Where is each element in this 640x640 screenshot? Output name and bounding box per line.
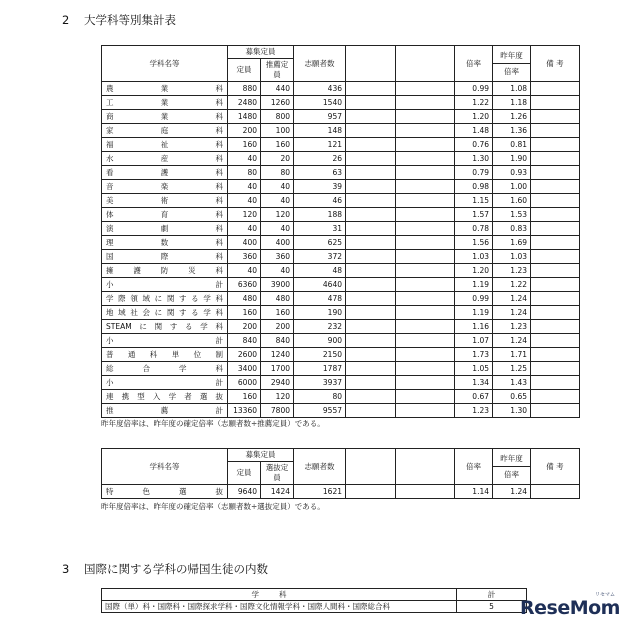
row-suisen: 440	[261, 82, 294, 96]
row-blank-1	[346, 96, 396, 110]
row-blank-1	[346, 152, 396, 166]
row-last-year: 1.24	[493, 334, 531, 348]
row-ratio: 1.23	[455, 404, 493, 418]
table-row	[102, 96, 580, 110]
row-last-year: 1.69	[493, 236, 531, 250]
section-3-title	[62, 561, 268, 577]
row-applicants: 3937	[294, 376, 346, 390]
row-suisen: 40	[261, 180, 294, 194]
row-last-year: 0.65	[493, 390, 531, 404]
row-ratio: 0.99	[455, 82, 493, 96]
row-teiin: 200	[228, 320, 261, 334]
row-applicants: 2150	[294, 348, 346, 362]
row-name: 理数科	[102, 236, 228, 250]
row-blank-2	[396, 96, 455, 110]
header-subject: 学科	[102, 589, 457, 601]
row-applicants: 190	[294, 306, 346, 320]
row-applicants: 148	[294, 124, 346, 138]
row-remarks	[531, 320, 580, 334]
row-blank-2	[396, 278, 455, 292]
row-remarks	[531, 194, 580, 208]
logo-subtext: リセマム	[595, 592, 615, 598]
row-name: 小計	[102, 376, 228, 390]
row-blank-1	[346, 320, 396, 334]
table1-note: 昨年度倍率は、昨年度の確定倍率（志願者数÷推薦定員）である。	[101, 419, 325, 428]
row-name: 学際領域に関する学科	[102, 292, 228, 306]
row-applicants: 372	[294, 250, 346, 264]
row-remarks	[531, 180, 580, 194]
row-blank-2	[396, 390, 455, 404]
subject-list: 国際（単）科・国際科・国際探求学科・国際文化情報学科・国際人間科・国際総合科	[102, 601, 457, 613]
row-teiin: 1480	[228, 110, 261, 124]
row-last-year: 1.03	[493, 250, 531, 264]
row-last-year: 0.93	[493, 166, 531, 180]
row-blank-2	[396, 404, 455, 418]
row-applicants: 625	[294, 236, 346, 250]
row-remarks	[531, 124, 580, 138]
table-row	[102, 166, 580, 180]
row-name: 連携型入学者選抜	[102, 390, 228, 404]
row-remarks	[531, 348, 580, 362]
row-teiin: 6000	[228, 376, 261, 390]
row-name: 看護科	[102, 166, 228, 180]
header2-capacity-group: 募集定員	[228, 449, 294, 462]
row-blank-1	[346, 264, 396, 278]
row-blank-2	[396, 485, 455, 499]
row-ratio: 1.19	[455, 306, 493, 320]
row-blank-1	[346, 222, 396, 236]
row-ratio: 1.30	[455, 152, 493, 166]
row-suisen: 1700	[261, 362, 294, 376]
row-suisen: 2940	[261, 376, 294, 390]
row-name: 音楽科	[102, 180, 228, 194]
row-applicants: 31	[294, 222, 346, 236]
table-row	[102, 306, 580, 320]
row-applicants: 478	[294, 292, 346, 306]
row-applicants: 9557	[294, 404, 346, 418]
row-blank-1	[346, 348, 396, 362]
row-remarks	[531, 222, 580, 236]
header-ratio: 倍率	[455, 46, 493, 82]
row-remarks	[531, 82, 580, 96]
row-applicants: 46	[294, 194, 346, 208]
row-blank-1	[346, 376, 396, 390]
row-applicants: 63	[294, 166, 346, 180]
table-row	[102, 82, 580, 96]
row-blank-1	[346, 485, 396, 499]
header-total: 計	[457, 589, 527, 601]
row-teiin: 2480	[228, 96, 261, 110]
row-name: 普通科単位制	[102, 348, 228, 362]
row-blank-2	[396, 124, 455, 138]
row-blank-1	[346, 138, 396, 152]
row-blank-1	[346, 306, 396, 320]
table-row	[102, 236, 580, 250]
header-blank-2	[396, 46, 455, 82]
section-2-title	[62, 12, 176, 28]
row-suisen: 120	[261, 208, 294, 222]
row-name: 美術科	[102, 194, 228, 208]
header2-last-year-bottom: 倍率	[493, 466, 530, 480]
row-teiin: 160	[228, 390, 261, 404]
table2-note: 昨年度倍率は、昨年度の確定倍率（志願者数÷選抜定員）である。	[101, 502, 325, 511]
row-teiin: 40	[228, 180, 261, 194]
row-last-year: 1.23	[493, 264, 531, 278]
header-remarks: 備 考	[531, 46, 580, 82]
row-ratio: 1.20	[455, 110, 493, 124]
section-2-heading: 大学科等別集計表	[84, 13, 176, 27]
header2-senbatsu-teiin: 選抜定員	[261, 462, 294, 485]
table-row	[102, 264, 580, 278]
header-teiin: 定員	[228, 59, 261, 82]
row-last-year: 1.24	[493, 485, 531, 499]
row-name: 家庭科	[102, 124, 228, 138]
row-teiin: 40	[228, 222, 261, 236]
row-blank-2	[396, 306, 455, 320]
table-row	[102, 250, 580, 264]
row-suisen: 200	[261, 320, 294, 334]
row-blank-2	[396, 194, 455, 208]
row-ratio: 1.03	[455, 250, 493, 264]
row-teiin: 360	[228, 250, 261, 264]
row-suisen: 80	[261, 166, 294, 180]
row-name: 総合学科	[102, 362, 228, 376]
row-blank-2	[396, 236, 455, 250]
row-last-year: 1.22	[493, 278, 531, 292]
row-blank-1	[346, 390, 396, 404]
row-remarks	[531, 390, 580, 404]
header2-last-year-top: 昨年度	[500, 454, 523, 463]
row-suisen: 480	[261, 292, 294, 306]
row-suisen: 20	[261, 152, 294, 166]
row-remarks	[531, 376, 580, 390]
row-last-year: 1.90	[493, 152, 531, 166]
row-remarks	[531, 110, 580, 124]
row-applicants: 1787	[294, 362, 346, 376]
row-remarks	[531, 138, 580, 152]
total-row	[102, 404, 580, 418]
table-row	[102, 222, 580, 236]
row-ratio: 1.15	[455, 194, 493, 208]
row-blank-2	[396, 334, 455, 348]
table-row	[102, 124, 580, 138]
row-teiin: 40	[228, 194, 261, 208]
table-department-summary	[101, 45, 580, 418]
row-ratio: 1.19	[455, 278, 493, 292]
row-name: 小計	[102, 278, 228, 292]
row-remarks	[531, 404, 580, 418]
row-blank-2	[396, 138, 455, 152]
row-last-year: 1.53	[493, 208, 531, 222]
row-teiin: 400	[228, 236, 261, 250]
section-3-heading: 国際に関する学科の帰国生徒の内数	[84, 562, 268, 576]
table-row	[102, 208, 580, 222]
row-ratio: 0.99	[455, 292, 493, 306]
header2-ratio: 倍率	[455, 449, 493, 485]
row-name: 水産科	[102, 152, 228, 166]
row-suisen: 120	[261, 390, 294, 404]
row-remarks	[531, 292, 580, 306]
table-row	[102, 138, 580, 152]
section-2-number: 2	[62, 13, 70, 27]
row-ratio: 1.56	[455, 236, 493, 250]
row-senbatsu: 1424	[261, 485, 294, 499]
row-applicants: 900	[294, 334, 346, 348]
row-blank-2	[396, 166, 455, 180]
header-suisen-teiin: 推薦定員	[261, 59, 294, 82]
row-suisen: 1240	[261, 348, 294, 362]
row-last-year: 1.60	[493, 194, 531, 208]
row-teiin: 9640	[228, 485, 261, 499]
row-applicants: 80	[294, 390, 346, 404]
row-last-year: 1.36	[493, 124, 531, 138]
table-row	[102, 348, 580, 362]
subtotal-row	[102, 278, 580, 292]
row-remarks	[531, 166, 580, 180]
table-row	[102, 362, 580, 376]
row-blank-1	[346, 250, 396, 264]
row-blank-2	[396, 152, 455, 166]
row-remarks	[531, 236, 580, 250]
row-blank-2	[396, 110, 455, 124]
row-ratio: 1.73	[455, 348, 493, 362]
row-applicants: 188	[294, 208, 346, 222]
row-name: STEAMに関する学科	[102, 320, 228, 334]
row-remarks	[531, 250, 580, 264]
row-blank-2	[396, 362, 455, 376]
row-name: 国際科	[102, 250, 228, 264]
row-teiin: 3400	[228, 362, 261, 376]
row-blank-1	[346, 166, 396, 180]
row-name: 工業科	[102, 96, 228, 110]
header-applicants: 志願者数	[294, 46, 346, 82]
row-ratio: 0.98	[455, 180, 493, 194]
row-applicants: 1540	[294, 96, 346, 110]
row-suisen: 1260	[261, 96, 294, 110]
row-suisen: 840	[261, 334, 294, 348]
row-teiin: 160	[228, 138, 261, 152]
row-suisen: 100	[261, 124, 294, 138]
table-returnee-students	[101, 588, 527, 613]
subject-total: 5	[457, 601, 527, 613]
row-teiin: 2600	[228, 348, 261, 362]
row-teiin: 6360	[228, 278, 261, 292]
row-ratio: 0.78	[455, 222, 493, 236]
table-special-selection	[101, 448, 580, 499]
row-last-year: 1.26	[493, 110, 531, 124]
row-name: 商業科	[102, 110, 228, 124]
row-applicants: 39	[294, 180, 346, 194]
row-blank-1	[346, 208, 396, 222]
table-row	[102, 110, 580, 124]
row-ratio: 1.48	[455, 124, 493, 138]
row-suisen: 400	[261, 236, 294, 250]
row-last-year: 1.18	[493, 96, 531, 110]
row-teiin: 160	[228, 306, 261, 320]
row-ratio: 1.34	[455, 376, 493, 390]
row-last-year: 1.23	[493, 320, 531, 334]
row-teiin: 40	[228, 152, 261, 166]
row-ratio: 0.79	[455, 166, 493, 180]
row-last-year: 1.24	[493, 292, 531, 306]
header2-last-year-ratio	[493, 449, 531, 485]
row-remarks	[531, 278, 580, 292]
row-remarks	[531, 334, 580, 348]
row-ratio: 0.76	[455, 138, 493, 152]
row-blank-2	[396, 376, 455, 390]
header-last-year-top: 昨年度	[500, 51, 523, 60]
row-last-year: 1.24	[493, 306, 531, 320]
row-last-year: 1.08	[493, 82, 531, 96]
row-remarks	[531, 96, 580, 110]
row-applicants: 4640	[294, 278, 346, 292]
row-applicants: 232	[294, 320, 346, 334]
table-row	[102, 320, 580, 334]
header2-blank-1	[346, 449, 396, 485]
row-last-year: 0.81	[493, 138, 531, 152]
row-applicants: 1621	[294, 485, 346, 499]
row-last-year: 1.43	[493, 376, 531, 390]
row-blank-1	[346, 82, 396, 96]
row-blank-1	[346, 292, 396, 306]
table-row	[102, 485, 580, 499]
row-remarks	[531, 264, 580, 278]
row-last-year: 1.00	[493, 180, 531, 194]
header-last-year-ratio	[493, 46, 531, 82]
row-name: 農業科	[102, 82, 228, 96]
row-teiin: 200	[228, 124, 261, 138]
table-row	[102, 152, 580, 166]
row-suisen: 160	[261, 306, 294, 320]
header-department-name: 学科名等	[102, 46, 228, 82]
row-applicants: 26	[294, 152, 346, 166]
row-ratio: 1.07	[455, 334, 493, 348]
row-applicants: 121	[294, 138, 346, 152]
row-suisen: 40	[261, 222, 294, 236]
row-name: 体育科	[102, 208, 228, 222]
header2-department-name: 学科名等	[102, 449, 228, 485]
row-name: 地域社会に関する学科	[102, 306, 228, 320]
table-row	[102, 292, 580, 306]
row-ratio: 1.57	[455, 208, 493, 222]
row-suisen: 40	[261, 264, 294, 278]
row-teiin: 120	[228, 208, 261, 222]
row-teiin: 40	[228, 264, 261, 278]
row-suisen: 3900	[261, 278, 294, 292]
row-ratio: 1.16	[455, 320, 493, 334]
row-teiin: 480	[228, 292, 261, 306]
row-blank-1	[346, 278, 396, 292]
row-suisen: 160	[261, 138, 294, 152]
subtotal-row	[102, 334, 580, 348]
row-last-year: 1.30	[493, 404, 531, 418]
row-suisen: 7800	[261, 404, 294, 418]
row-blank-2	[396, 222, 455, 236]
row-blank-2	[396, 264, 455, 278]
row-applicants: 48	[294, 264, 346, 278]
row-last-year: 1.25	[493, 362, 531, 376]
table-row	[102, 390, 580, 404]
row-blank-2	[396, 180, 455, 194]
header2-blank-2	[396, 449, 455, 485]
row-ratio: 0.67	[455, 390, 493, 404]
row-teiin: 880	[228, 82, 261, 96]
header-last-year-bottom: 倍率	[493, 63, 530, 77]
row-blank-1	[346, 180, 396, 194]
row-suisen: 360	[261, 250, 294, 264]
row-name: 演劇科	[102, 222, 228, 236]
row-ratio: 1.22	[455, 96, 493, 110]
row-name: 小計	[102, 334, 228, 348]
row-teiin: 13360	[228, 404, 261, 418]
row-teiin: 840	[228, 334, 261, 348]
row-applicants: 436	[294, 82, 346, 96]
table-department-body	[102, 82, 580, 418]
header-blank-1	[346, 46, 396, 82]
header2-teiin: 定員	[228, 462, 261, 485]
row-remarks	[531, 485, 580, 499]
row-blank-1	[346, 194, 396, 208]
row-ratio: 1.05	[455, 362, 493, 376]
row-blank-2	[396, 82, 455, 96]
row-blank-1	[346, 124, 396, 138]
header2-remarks: 備 考	[531, 449, 580, 485]
table-row	[102, 194, 580, 208]
table-row	[102, 180, 580, 194]
row-teiin: 80	[228, 166, 261, 180]
header2-applicants: 志願者数	[294, 449, 346, 485]
row-name: 推薦計	[102, 404, 228, 418]
row-suisen: 40	[261, 194, 294, 208]
row-name: 福祉科	[102, 138, 228, 152]
row-remarks	[531, 306, 580, 320]
section-3-number: 3	[62, 562, 70, 576]
row-blank-1	[346, 404, 396, 418]
row-blank-2	[396, 250, 455, 264]
row-blank-2	[396, 208, 455, 222]
header-capacity-group: 募集定員	[228, 46, 294, 59]
row-blank-1	[346, 110, 396, 124]
row-ratio: 1.20	[455, 264, 493, 278]
row-remarks	[531, 208, 580, 222]
row-remarks	[531, 152, 580, 166]
row-blank-1	[346, 362, 396, 376]
row-blank-2	[396, 292, 455, 306]
subtotal-row	[102, 376, 580, 390]
row-name: 特色選抜	[102, 485, 228, 499]
row-suisen: 800	[261, 110, 294, 124]
row-last-year: 1.71	[493, 348, 531, 362]
row-name: 擁護防災科	[102, 264, 228, 278]
row-blank-2	[396, 348, 455, 362]
resemom-logo: ReseMom	[520, 597, 620, 619]
row-applicants: 957	[294, 110, 346, 124]
row-last-year: 0.83	[493, 222, 531, 236]
row-blank-1	[346, 236, 396, 250]
row-ratio: 1.14	[455, 485, 493, 499]
row-blank-2	[396, 320, 455, 334]
row-blank-1	[346, 334, 396, 348]
row-remarks	[531, 362, 580, 376]
